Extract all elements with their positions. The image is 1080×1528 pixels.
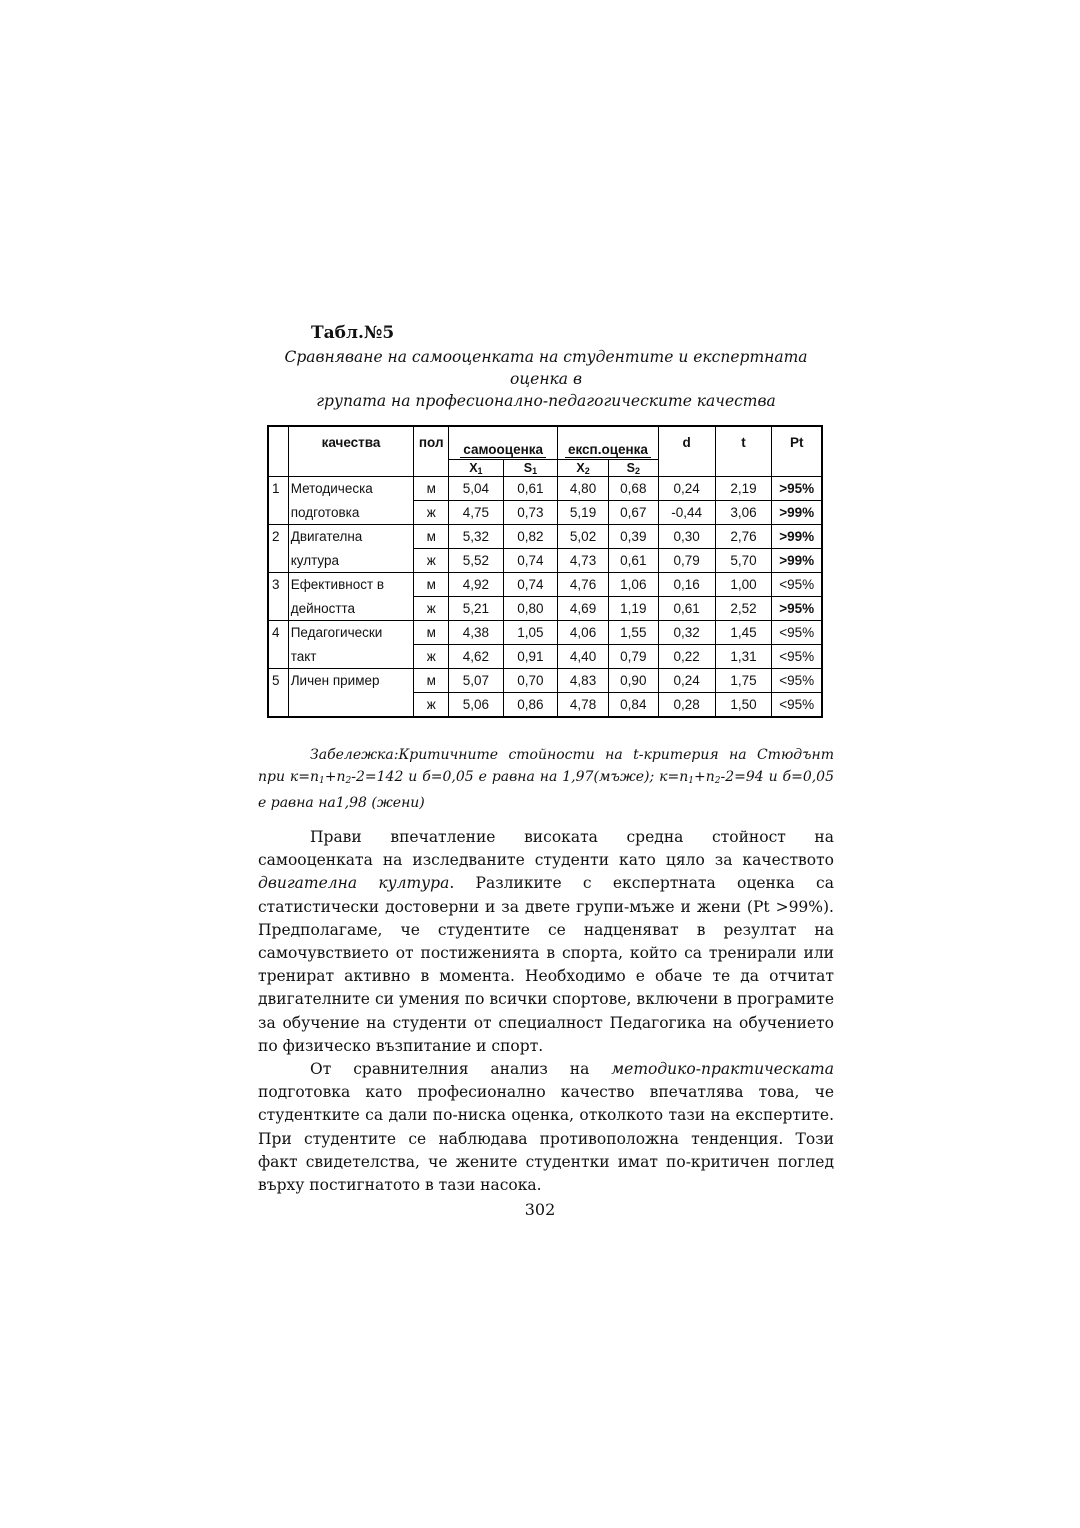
cell-s1: 0,80 <box>503 597 558 621</box>
cell-sex: м <box>414 669 449 693</box>
cell-s2: 0,39 <box>608 525 658 549</box>
cell-pt: <95% <box>772 573 822 597</box>
table-row <box>268 501 822 525</box>
footnote-part: -2=142 и б=0,05 е равна на 1,97(мъже); к=n <box>351 769 689 785</box>
cell-s2: 0,84 <box>608 693 658 718</box>
cell-x2: 4,83 <box>558 669 609 693</box>
cell-s1: 0,73 <box>503 501 558 525</box>
cell-x2: 4,76 <box>558 573 609 597</box>
cell-x1: 5,06 <box>449 693 504 718</box>
table-row <box>268 669 822 693</box>
header-expert-assessment <box>558 426 659 460</box>
cell-t: 1,45 <box>715 621 772 645</box>
cell-s1: 0,86 <box>503 693 558 718</box>
quality-name: Педагогически <box>288 621 414 645</box>
header-t: t <box>715 426 772 477</box>
quality-name: Методическа <box>288 477 414 501</box>
page-number: 302 <box>524 1200 556 1219</box>
group-number: 4 <box>268 621 288 645</box>
cell-d: 0,79 <box>658 549 715 573</box>
cell-pt: >99% <box>772 549 822 573</box>
table-row <box>268 573 822 597</box>
cell-sex: ж <box>414 693 449 718</box>
cell-x1: 5,21 <box>449 597 504 621</box>
quality-name: Двигателна <box>288 525 414 549</box>
cell-d: 0,61 <box>658 597 715 621</box>
footnote-sub: 1 <box>688 776 694 786</box>
table-row <box>268 525 822 549</box>
cell-x2: 4,40 <box>558 645 609 669</box>
table-row <box>268 693 822 718</box>
cell-sex: ж <box>414 501 449 525</box>
group-number-cont <box>268 693 288 718</box>
footnote-text <box>258 744 834 814</box>
cell-t: 1,31 <box>715 645 772 669</box>
caption-line-1: Сравняване на самооценката на студентите и експертната оценка в <box>284 348 808 388</box>
footnote-sub: 2 <box>714 776 721 786</box>
cell-sex: м <box>414 525 449 549</box>
paragraph-1 <box>258 826 834 1058</box>
cell-x2: 4,69 <box>558 597 609 621</box>
emphasis-text: двигателна култура <box>258 874 450 893</box>
quality-name: Ефективност в <box>288 573 414 597</box>
header-self-assessment <box>449 426 558 460</box>
cell-pt: <95% <box>772 693 822 718</box>
cell-pt: <95% <box>772 621 822 645</box>
cell-s2: 0,68 <box>608 477 658 501</box>
cell-s2: 0,79 <box>608 645 658 669</box>
quality-name-cont: култура <box>288 549 414 573</box>
cell-x1: 4,75 <box>449 501 504 525</box>
cell-x1: 5,04 <box>449 477 504 501</box>
quality-name: Личен пример <box>288 669 414 693</box>
cell-t: 1,00 <box>715 573 772 597</box>
cell-s2: 0,67 <box>608 501 658 525</box>
cell-d: 0,16 <box>658 573 715 597</box>
paragraph-2 <box>258 1058 834 1197</box>
header-pt: Pt <box>772 426 822 477</box>
table-row <box>268 597 822 621</box>
cell-pt: >99% <box>772 525 822 549</box>
cell-s1: 0,61 <box>503 477 558 501</box>
group-number: 1 <box>268 477 288 501</box>
quality-name-cont: подготовка <box>288 501 414 525</box>
header-s1: $S_1$ <box>503 460 558 477</box>
paragraph-text: подготовка като професионално качество впечатлява това, че студентките са дали по-ниска оценка, отколкото тази на експертите. При студентите се наблюдава противоположна тенденция. Този факт свидетелства, че жените студентки имат по-критичен поглед върху постигнатото в тази насока. <box>258 1083 834 1195</box>
footnote-part: +n <box>324 769 346 785</box>
quality-name-cont: дейността <box>288 597 414 621</box>
cell-d: 0,24 <box>658 477 715 501</box>
cell-x2: 5,19 <box>558 501 609 525</box>
cell-sex: м <box>414 621 449 645</box>
cell-x1: 4,92 <box>449 573 504 597</box>
cell-s1: 1,05 <box>503 621 558 645</box>
cell-s1: 0,74 <box>503 573 558 597</box>
header-x2: $X_2$ <box>558 460 609 477</box>
header-x1: $X_1$ <box>449 460 504 477</box>
group-number: 3 <box>268 573 288 597</box>
footnote-label: Забележка: <box>310 747 399 763</box>
cell-s2: 1,06 <box>608 573 658 597</box>
table-label: Табл.№5 <box>311 323 395 343</box>
header-num <box>268 426 288 477</box>
cell-x1: 5,32 <box>449 525 504 549</box>
table-footnote <box>258 744 834 814</box>
cell-d: 0,30 <box>658 525 715 549</box>
cell-s2: 0,90 <box>608 669 658 693</box>
cell-pt: <95% <box>772 645 822 669</box>
emphasis-text: методико-практическата <box>611 1060 834 1079</box>
comparison-table <box>267 425 823 718</box>
cell-s1: 0,82 <box>503 525 558 549</box>
cell-sex: м <box>414 477 449 501</box>
cell-pt: >99% <box>772 501 822 525</box>
table-row <box>268 645 822 669</box>
cell-t: 5,70 <box>715 549 772 573</box>
cell-t: 1,75 <box>715 669 772 693</box>
header-s2: $S_2$ <box>608 460 658 477</box>
footnote-part: -2=94 и б=0,05 е равна на1,98 (жени) <box>258 769 834 811</box>
paragraph-text: Прави впечатление високата средна стойност на самооценката на изследваните студенти като цяло за качеството <box>258 828 834 870</box>
cell-d: 0,32 <box>658 621 715 645</box>
group-number-cont <box>268 645 288 669</box>
footnote-part: Критичните стойности на t-критерия на Стюдънт при к=n <box>258 747 834 785</box>
cell-t: 3,06 <box>715 501 772 525</box>
cell-x1: 5,52 <box>449 549 504 573</box>
group-number: 5 <box>268 669 288 693</box>
cell-sex: ж <box>414 597 449 621</box>
cell-x1: 5,07 <box>449 669 504 693</box>
cell-s1: 0,91 <box>503 645 558 669</box>
cell-x2: 4,78 <box>558 693 609 718</box>
cell-x1: 4,62 <box>449 645 504 669</box>
cell-t: 2,52 <box>715 597 772 621</box>
header-d: d <box>658 426 715 477</box>
paragraph-text: . Разликите с експертната оценка са статистически достоверни и за двете групи-мъже и жени (Pt >99%). Предполагаме, че студентите се надценяват в резултат на самочувствието от постиженията в спорта, който са тренирали или тренират активно в момента. Необходимо е обаче те да отчитат двигателните си умения по всички спортове, включени в програмите за обучение на студенти от специалност Педагогика на обучението по физическо възпитание и спорт. <box>258 874 834 1055</box>
cell-s1: 0,74 <box>503 549 558 573</box>
cell-x2: 4,73 <box>558 549 609 573</box>
cell-x2: 5,02 <box>558 525 609 549</box>
paragraph-text: От сравнителния анализ на <box>310 1060 612 1079</box>
cell-t: 2,76 <box>715 525 772 549</box>
body-text <box>258 826 834 1197</box>
cell-d: 0,28 <box>658 693 715 718</box>
table-row <box>268 477 822 501</box>
cell-s1: 0,70 <box>503 669 558 693</box>
cell-t: 1,50 <box>715 693 772 718</box>
cell-s2: 0,61 <box>608 549 658 573</box>
caption-line-2: групата на професионално-педагогическите качества <box>316 392 776 410</box>
cell-pt: >95% <box>772 597 822 621</box>
header-sex: пол <box>414 426 449 477</box>
cell-x2: 4,06 <box>558 621 609 645</box>
cell-sex: м <box>414 573 449 597</box>
group-number-cont <box>268 501 288 525</box>
quality-name-cont <box>288 693 414 718</box>
quality-name-cont: такт <box>288 645 414 669</box>
cell-s2: 1,19 <box>608 597 658 621</box>
footnote-sub: 2 <box>345 776 352 786</box>
group-number: 2 <box>268 525 288 549</box>
footnote-part: +n <box>694 769 715 785</box>
cell-x2: 4,80 <box>558 477 609 501</box>
cell-x1: 4,38 <box>449 621 504 645</box>
cell-t: 2,19 <box>715 477 772 501</box>
table-header-row <box>268 426 822 460</box>
cell-sex: ж <box>414 645 449 669</box>
group-number-cont <box>268 549 288 573</box>
header-expert-label: експ.оценка <box>565 442 651 458</box>
cell-pt: >95% <box>772 477 822 501</box>
table-row <box>268 549 822 573</box>
cell-s2: 1,55 <box>608 621 658 645</box>
cell-d: 0,22 <box>658 645 715 669</box>
cell-d: -0,44 <box>658 501 715 525</box>
table-row <box>268 621 822 645</box>
group-number-cont <box>268 597 288 621</box>
cell-d: 0,24 <box>658 669 715 693</box>
footnote-sub: 1 <box>319 776 325 786</box>
header-self-label: самооценка <box>460 442 546 458</box>
header-quality: качества <box>288 426 414 477</box>
cell-sex: ж <box>414 549 449 573</box>
cell-pt: <95% <box>772 669 822 693</box>
table-caption <box>258 346 834 412</box>
